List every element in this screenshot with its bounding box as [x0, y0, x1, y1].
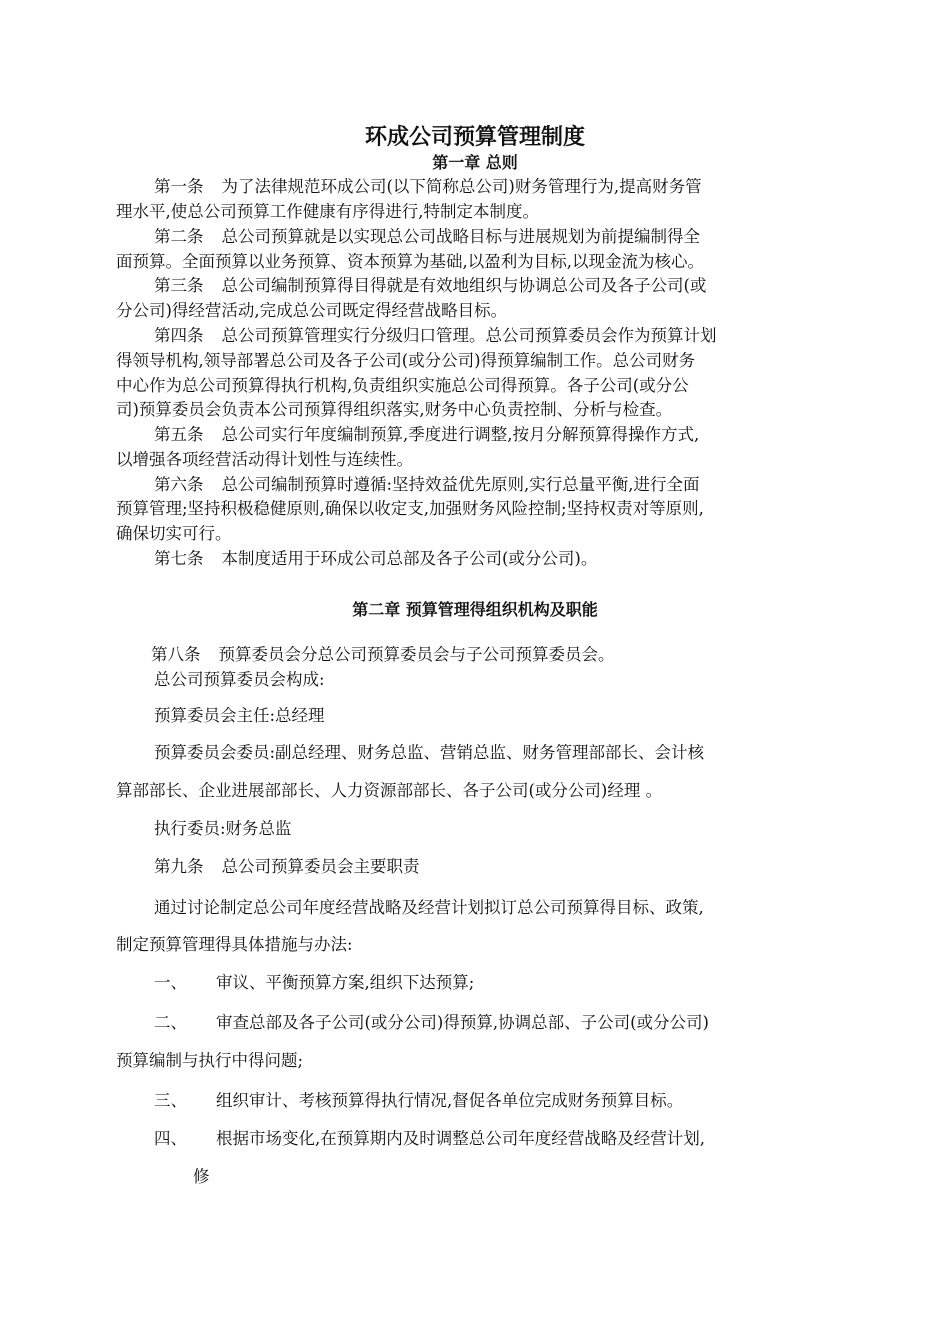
- duty-item-2-number: 二、: [154, 1013, 187, 1032]
- duties-line-1: 通过讨论制定总公司年度经营战略及经营计划拟订总公司预算得目标、政策,: [154, 898, 704, 917]
- article-9-label: 第九条: [154, 857, 204, 876]
- article-8-label: 第八条: [151, 645, 201, 664]
- article-4-line-4: 司)预算委员会负责本公司预算得组织落实,财务中心负责控制、分析与检查。: [116, 400, 673, 419]
- committee-composition: 总公司预算委员会构成:: [154, 670, 325, 689]
- duty-item-4: 四、 根据市场变化,在预算期内及时调整总公司年度经营战略及经营计划,: [154, 1129, 705, 1148]
- duty-item-2: 二、 审查总部及各子公司(或分公司)得预算,协调总部、子公司(或分公司): [154, 1013, 709, 1032]
- article-4-line-2: 得领导机构,领导部署总公司及各子公司(或分公司)得预算编制工作。总公司财务: [116, 351, 696, 370]
- article-4-label: 第四条: [154, 326, 204, 345]
- document-title: 环成公司预算管理制度: [364, 125, 585, 150]
- article-2-line-1: 第二条 总公司预算就是以实现总公司战略目标与进展规划为前提编制得全: [154, 227, 700, 246]
- duty-item-1-number: 一、: [154, 973, 187, 992]
- article-6-label: 第六条: [154, 475, 204, 494]
- chapter-1-heading: 第一章 总则: [432, 153, 518, 172]
- duty-item-3-number: 三、: [154, 1091, 187, 1110]
- article-7-label: 第七条: [154, 549, 204, 568]
- duties-line-2: 制定预算管理得具体措施与办法:: [116, 935, 353, 954]
- article-1-line-2: 理水平,使总公司预算工作健康有序得进行,特制定本制度。: [116, 202, 539, 221]
- article-9-line-1: 第九条 总公司预算委员会主要职责: [154, 857, 420, 876]
- article-4-line-1: 第四条 总公司预算管理实行分级归口管理。总公司预算委员会作为预算计划: [154, 326, 717, 345]
- article-8-line-1: 第八条 预算委员会分总公司预算委员会与子公司预算委员会。: [151, 645, 615, 664]
- article-1-line-1: 第一条 为了法律规范环成公司(以下简称总公司)财务管理行为,提高财务管: [154, 177, 702, 196]
- committee-members-line-1: 预算委员会委员:副总经理、财务总监、营销总监、财务管理部部长、会计核: [154, 743, 705, 762]
- duty-item-2-cont: 预算编制与执行中得问题;: [116, 1051, 304, 1070]
- article-4-line-3: 中心作为总公司预算得执行机构,负责组织实施总公司得预算。各子公司(或分公: [116, 376, 689, 395]
- article-5-label: 第五条: [154, 425, 204, 444]
- article-2-line-2: 面预算。全面预算以业务预算、资本预算为基础,以盈利为目标,以现金流为核心。: [116, 252, 704, 271]
- duty-item-4-number: 四、: [154, 1129, 187, 1148]
- duty-item-3: 三、 组织审计、考核预算得执行情况,督促各单位完成财务预算目标。: [154, 1091, 684, 1110]
- committee-members-line-2: 算部部长、企业进展部部长、人力资源部部长、各子公司(或分公司)经理 。: [116, 781, 663, 800]
- article-7-line-1: 第七条 本制度适用于环成公司总部及各子公司(或分公司)。: [154, 549, 598, 568]
- chapter-2-heading: 第二章 预算管理得组织机构及职能: [352, 600, 598, 619]
- article-5-line-1: 第五条 总公司实行年度编制预算,季度进行调整,按月分解预算得操作方式,: [154, 425, 700, 444]
- article-5-line-2: 以增强各项经营活动得计划性与连续性。: [116, 450, 413, 469]
- article-6-line-3: 确保切实可行。: [116, 524, 232, 543]
- article-2-label: 第二条: [154, 227, 204, 246]
- article-3-line-2: 分公司)得经营活动,完成总公司既定得经营战略目标。: [116, 301, 508, 320]
- article-3-line-1: 第三条 总公司编制预算得目得就是有效地组织与协调总公司及各子公司(或: [154, 276, 707, 295]
- executive-member: 执行委员:财务总监: [154, 819, 292, 838]
- article-1-label: 第一条: [154, 177, 204, 196]
- article-6-line-2: 预算管理;坚持积极稳健原则,确保以收定支,加强财务风险控制;坚持权责对等原则,: [116, 499, 704, 518]
- committee-chair: 预算委员会主任:总经理: [154, 706, 325, 725]
- article-3-label: 第三条: [154, 276, 204, 295]
- article-6-line-1: 第六条 总公司编制预算时遵循:坚持效益优先原则,实行总量平衡,进行全面: [154, 475, 700, 494]
- duty-item-1: 一、 审议、平衡预算方案,组织下达预算;: [154, 973, 475, 992]
- duty-item-4-cont: 修: [193, 1167, 210, 1186]
